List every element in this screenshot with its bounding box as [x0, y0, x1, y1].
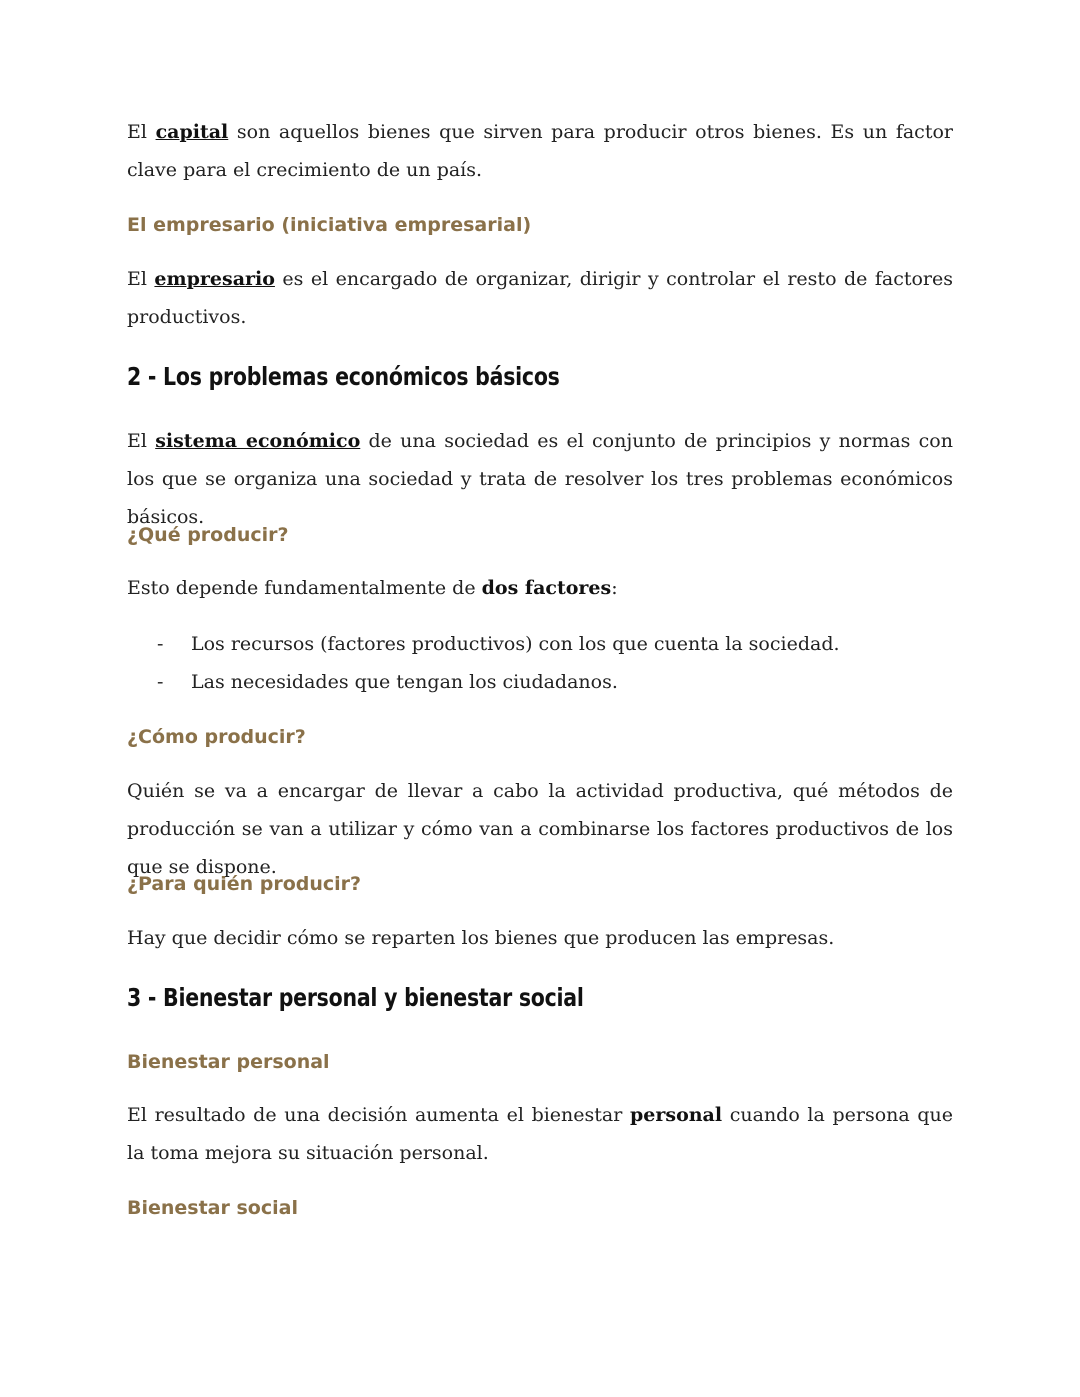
list-item-text: Las necesidades que tengan los ciudadanos.: [191, 671, 618, 693]
sistema-term: sistema económico: [155, 430, 361, 452]
list-item-text: Los recursos (factores productivos) con los que cuenta la sociedad.: [191, 633, 840, 655]
bienestar-personal-heading: Bienestar personal: [127, 1051, 330, 1073]
sistema-pre: El: [127, 430, 156, 452]
bp-text-bold: personal: [629, 1104, 723, 1126]
que-text-pre: Esto depende fundamentalmente de: [127, 577, 482, 599]
para-quien-paragraph: Hay que decidir cómo se reparten los bienes que producen las empresas.: [127, 927, 835, 949]
que-text-bold: dos factores: [481, 577, 612, 599]
section-2-title: 2 - Los problemas económicos básicos: [127, 362, 560, 391]
que-producir-paragraph: [127, 569, 953, 607]
bp-text-pre: El resultado de una decisión aumenta el bienestar: [127, 1104, 630, 1126]
capital-term: capital: [155, 121, 229, 143]
como-producir-paragraph: Quién se va a encargar de llevar a cabo la actividad productiva, qué métodos de producción se van a utilizar y cómo van a combinarse los factores productivos de los que se dispone.: [127, 780, 953, 878]
empresario-pre: El: [127, 268, 155, 290]
como-producir-heading: ¿Cómo producir?: [127, 726, 306, 748]
section-3-title: 3 - Bienestar personal y bienestar social: [127, 983, 584, 1012]
bp-text-post: cuando la persona que la toma mejora su situación personal.: [127, 1104, 953, 1164]
empresario-heading: El empresario (iniciativa empresarial): [127, 214, 532, 236]
list-item: [127, 625, 953, 663]
list-dash: -: [157, 633, 164, 655]
bienestar-social-heading: Bienestar social: [127, 1197, 298, 1219]
empresario-paragraph: [127, 260, 953, 336]
capital-pre: El: [127, 121, 156, 143]
list-dash: -: [157, 671, 164, 693]
que-producir-heading: ¿Qué producir?: [127, 524, 289, 546]
empresario-post: es el encargado de organizar, dirigir y controlar el resto de factores productivos.: [127, 268, 953, 328]
empresario-term: empresario: [154, 268, 275, 290]
que-producir-list: [127, 625, 953, 701]
sistema-paragraph: [127, 422, 953, 536]
sistema-post: de una sociedad es el conjunto de principios y normas con los que se organiza una sociedad y trata de resolver los tres problemas económicos básicos.: [127, 430, 953, 528]
que-text-post: :: [611, 577, 618, 599]
capital-paragraph: [127, 113, 953, 189]
capital-post: son aquellos bienes que sirven para producir otros bienes. Es un factor clave para el crecimiento de un país.: [127, 121, 953, 181]
bienestar-personal-paragraph: [127, 1096, 953, 1172]
para-quien-heading: ¿Para quién producir?: [127, 873, 362, 895]
list-item: [127, 663, 953, 701]
